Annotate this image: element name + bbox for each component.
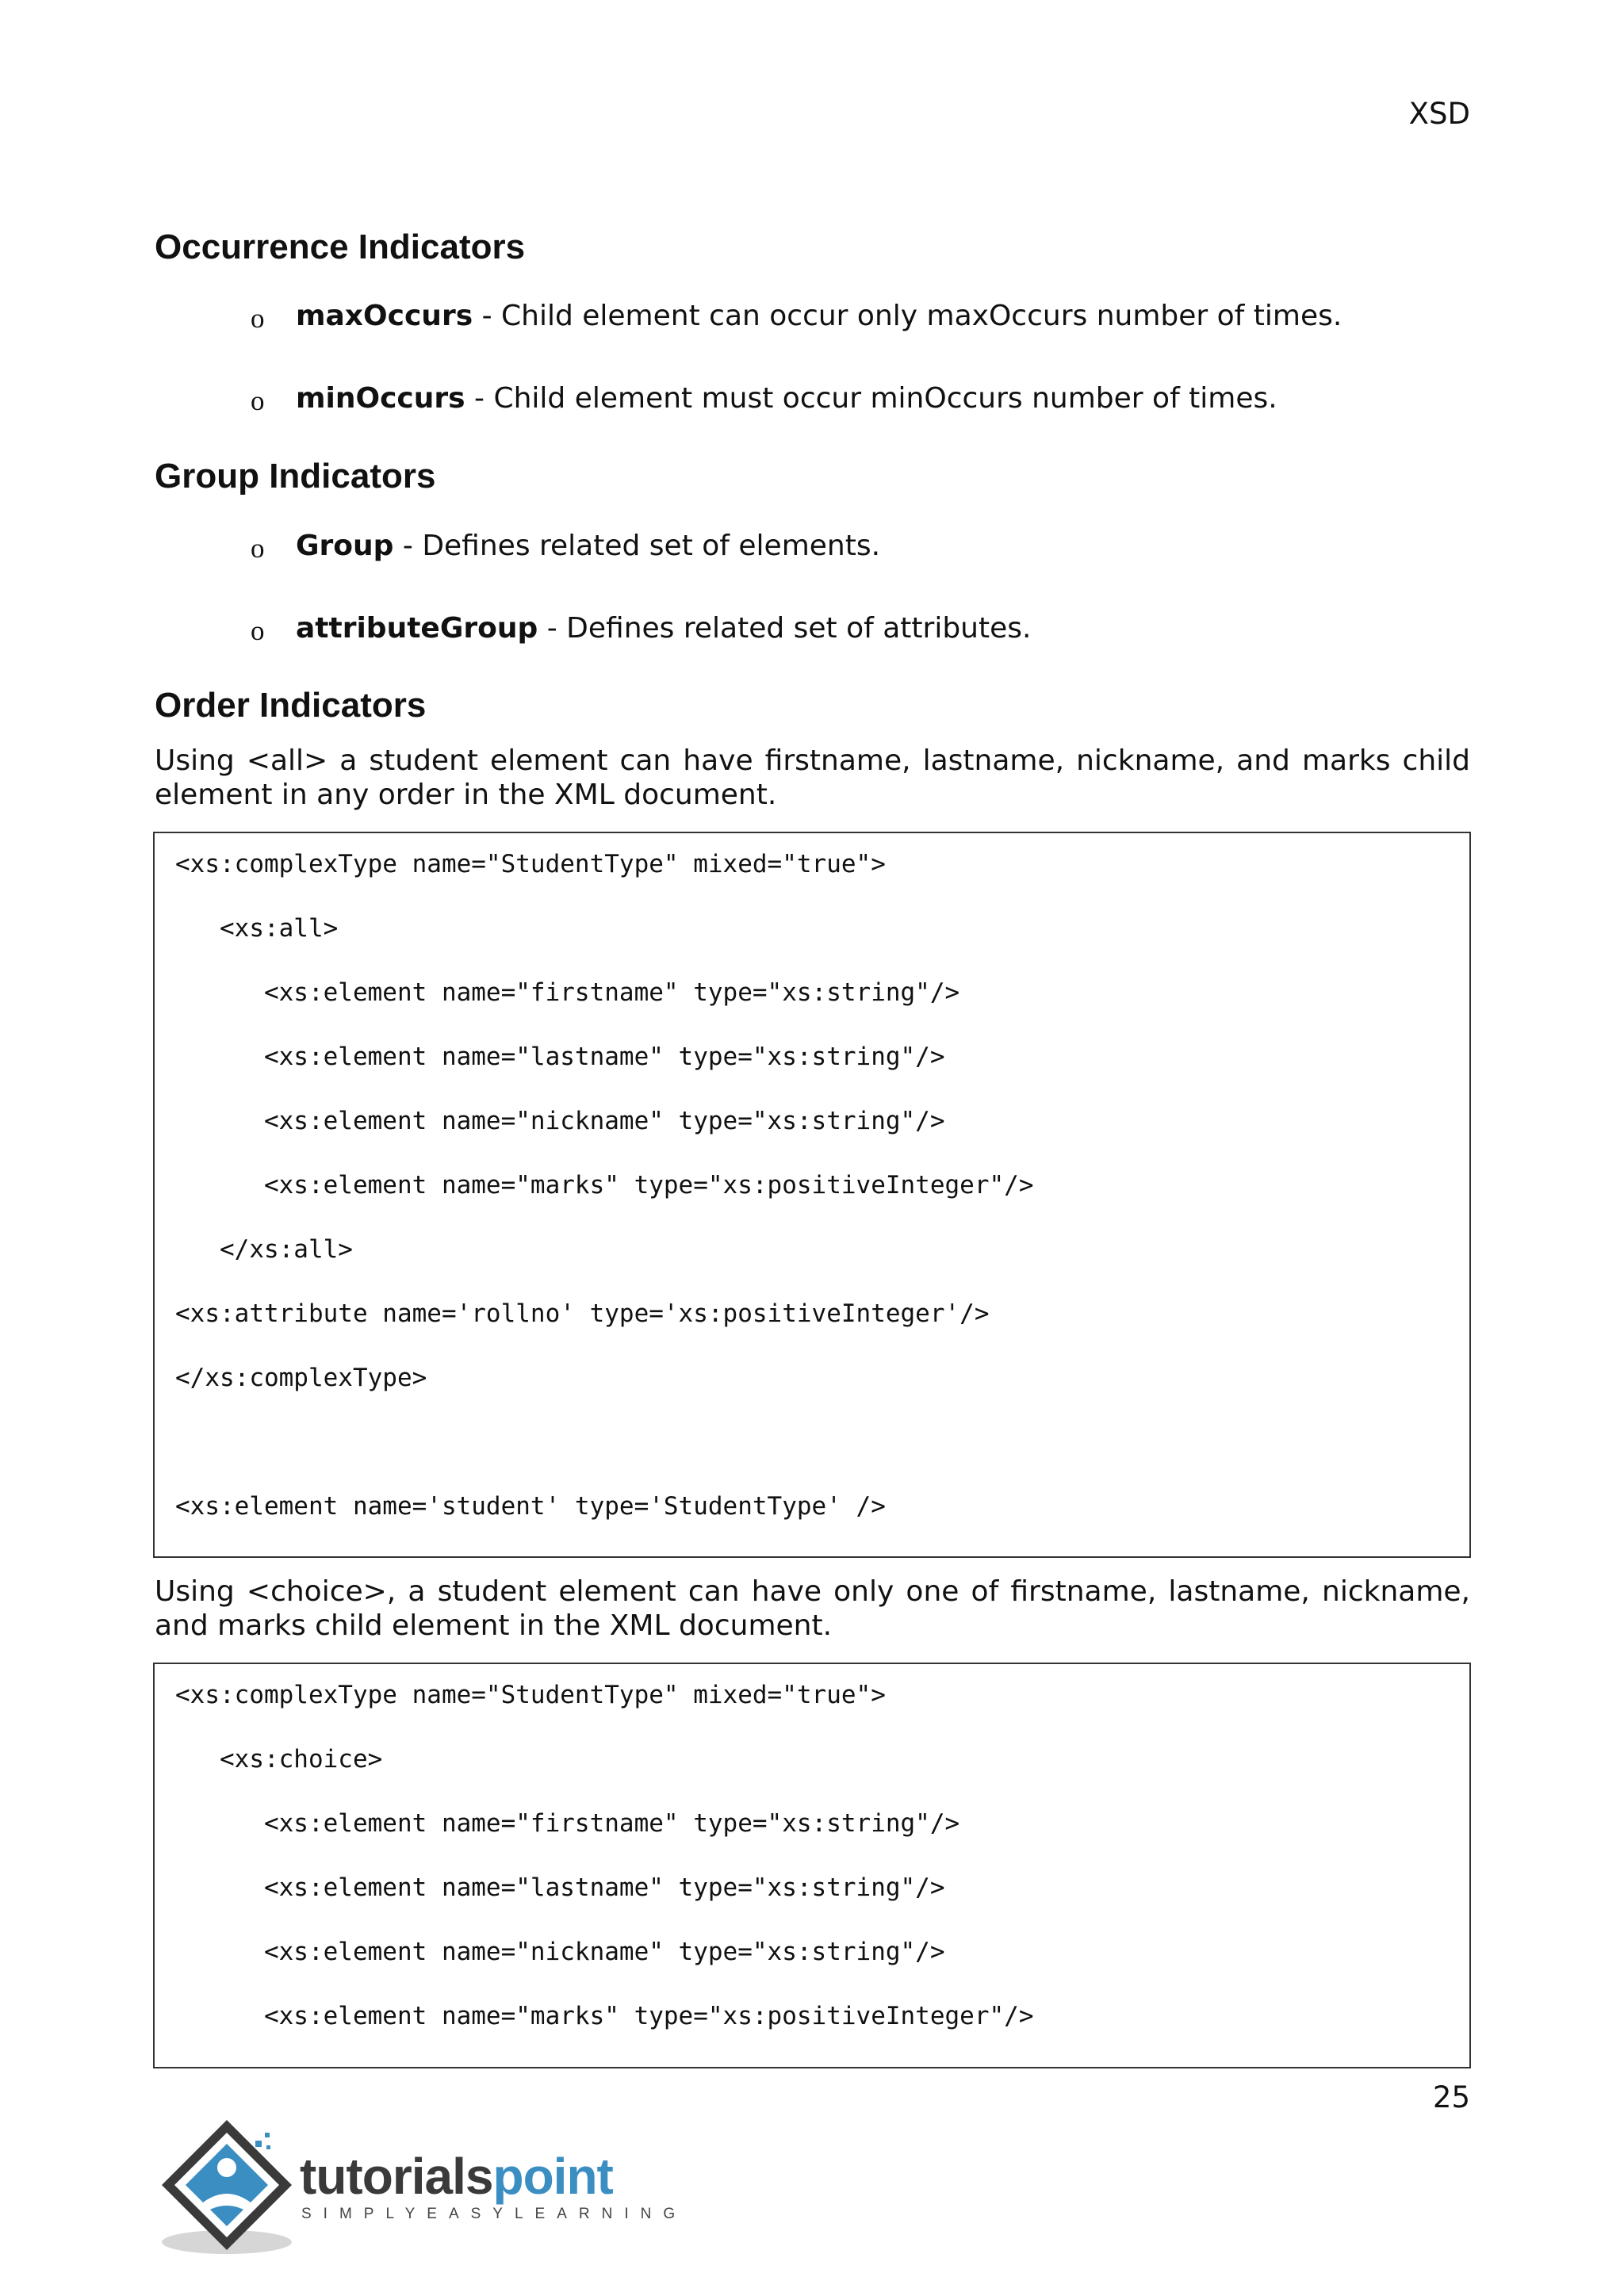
code-line: <xs:element name="nickname" type="xs:string"/>	[175, 1938, 945, 1966]
term-description: - Child element can occur only maxOccurs number of times.	[473, 300, 1342, 332]
logo-wordmark	[300, 2147, 613, 2206]
list-item	[296, 612, 1031, 645]
code-line: <xs:element name="nickname" type="xs:string"/>	[175, 1107, 945, 1135]
bullet-icon: o	[251, 615, 265, 646]
page-header-title: XSD	[1408, 97, 1470, 131]
code-block-all	[153, 832, 1471, 1558]
code-line: <xs:element name="firstname" type="xs:string"/>	[175, 1809, 960, 1838]
term-description: - Defines related set of attributes.	[538, 612, 1032, 645]
code-line: <xs:element name="marks" type="xs:positiveInteger"/>	[175, 1171, 1034, 1200]
logo-word-tutorials: tutorials	[300, 2148, 493, 2205]
logo-emblem-icon	[151, 2109, 301, 2260]
term-label: Group	[296, 530, 394, 562]
code-line: <xs:choice>	[175, 1745, 383, 1774]
code-line: </xs:all>	[175, 1235, 353, 1264]
code-block-choice	[153, 1663, 1471, 2068]
tutorialspoint-logo	[151, 2109, 688, 2260]
logo-word-point: point	[492, 2148, 613, 2205]
page-number: 25	[1432, 2080, 1470, 2114]
code-line: </xs:complexType>	[175, 1364, 427, 1392]
term-description: - Defines related set of elements.	[393, 530, 881, 562]
code-line: <xs:complexType name="StudentType" mixed="true">	[175, 1681, 886, 1709]
code-line: <xs:element name="firstname" type="xs:string"/>	[175, 978, 960, 1007]
bullet-icon: o	[251, 385, 265, 416]
paragraph-choice: Using <choice>, a student element can have only one of firstname, lastname, nickname, and marks child element in the XML document.	[155, 1575, 1470, 1642]
code-line: <xs:element name="marks" type="xs:positiveInteger"/>	[175, 2002, 1034, 2030]
paragraph-all: Using <all> a student element can have firstname, lastname, nickname, and marks child element in any order in the XML document.	[155, 744, 1470, 811]
code-line: <xs:element name="lastname" type="xs:string"/>	[175, 1873, 945, 1902]
term-label: maxOccurs	[296, 300, 473, 332]
term-description: - Child element must occur minOccurs number of times.	[465, 382, 1277, 415]
bullet-icon: o	[251, 533, 265, 564]
bullet-icon: o	[251, 303, 265, 334]
section-heading-group: Group Indicators	[155, 457, 436, 496]
section-heading-occurrence: Occurrence Indicators	[155, 228, 526, 266]
code-line: <xs:attribute name='rollno' type='xs:positiveInteger'/>	[175, 1299, 990, 1328]
code-line: <xs:complexType name="StudentType" mixed="true">	[175, 850, 886, 878]
term-label: attributeGroup	[296, 612, 538, 645]
section-heading-order: Order Indicators	[155, 686, 427, 725]
code-line: <xs:element name="lastname" type="xs:string"/>	[175, 1043, 945, 1071]
code-line: <xs:all>	[175, 914, 339, 943]
list-item	[296, 382, 1277, 415]
list-item	[296, 300, 1342, 332]
logo-tagline: SIMPLYEASYLEARNING	[301, 2206, 688, 2222]
term-label: minOccurs	[296, 382, 465, 415]
code-line: <xs:element name='student' type='StudentType' />	[175, 1492, 886, 1521]
list-item	[296, 530, 880, 562]
